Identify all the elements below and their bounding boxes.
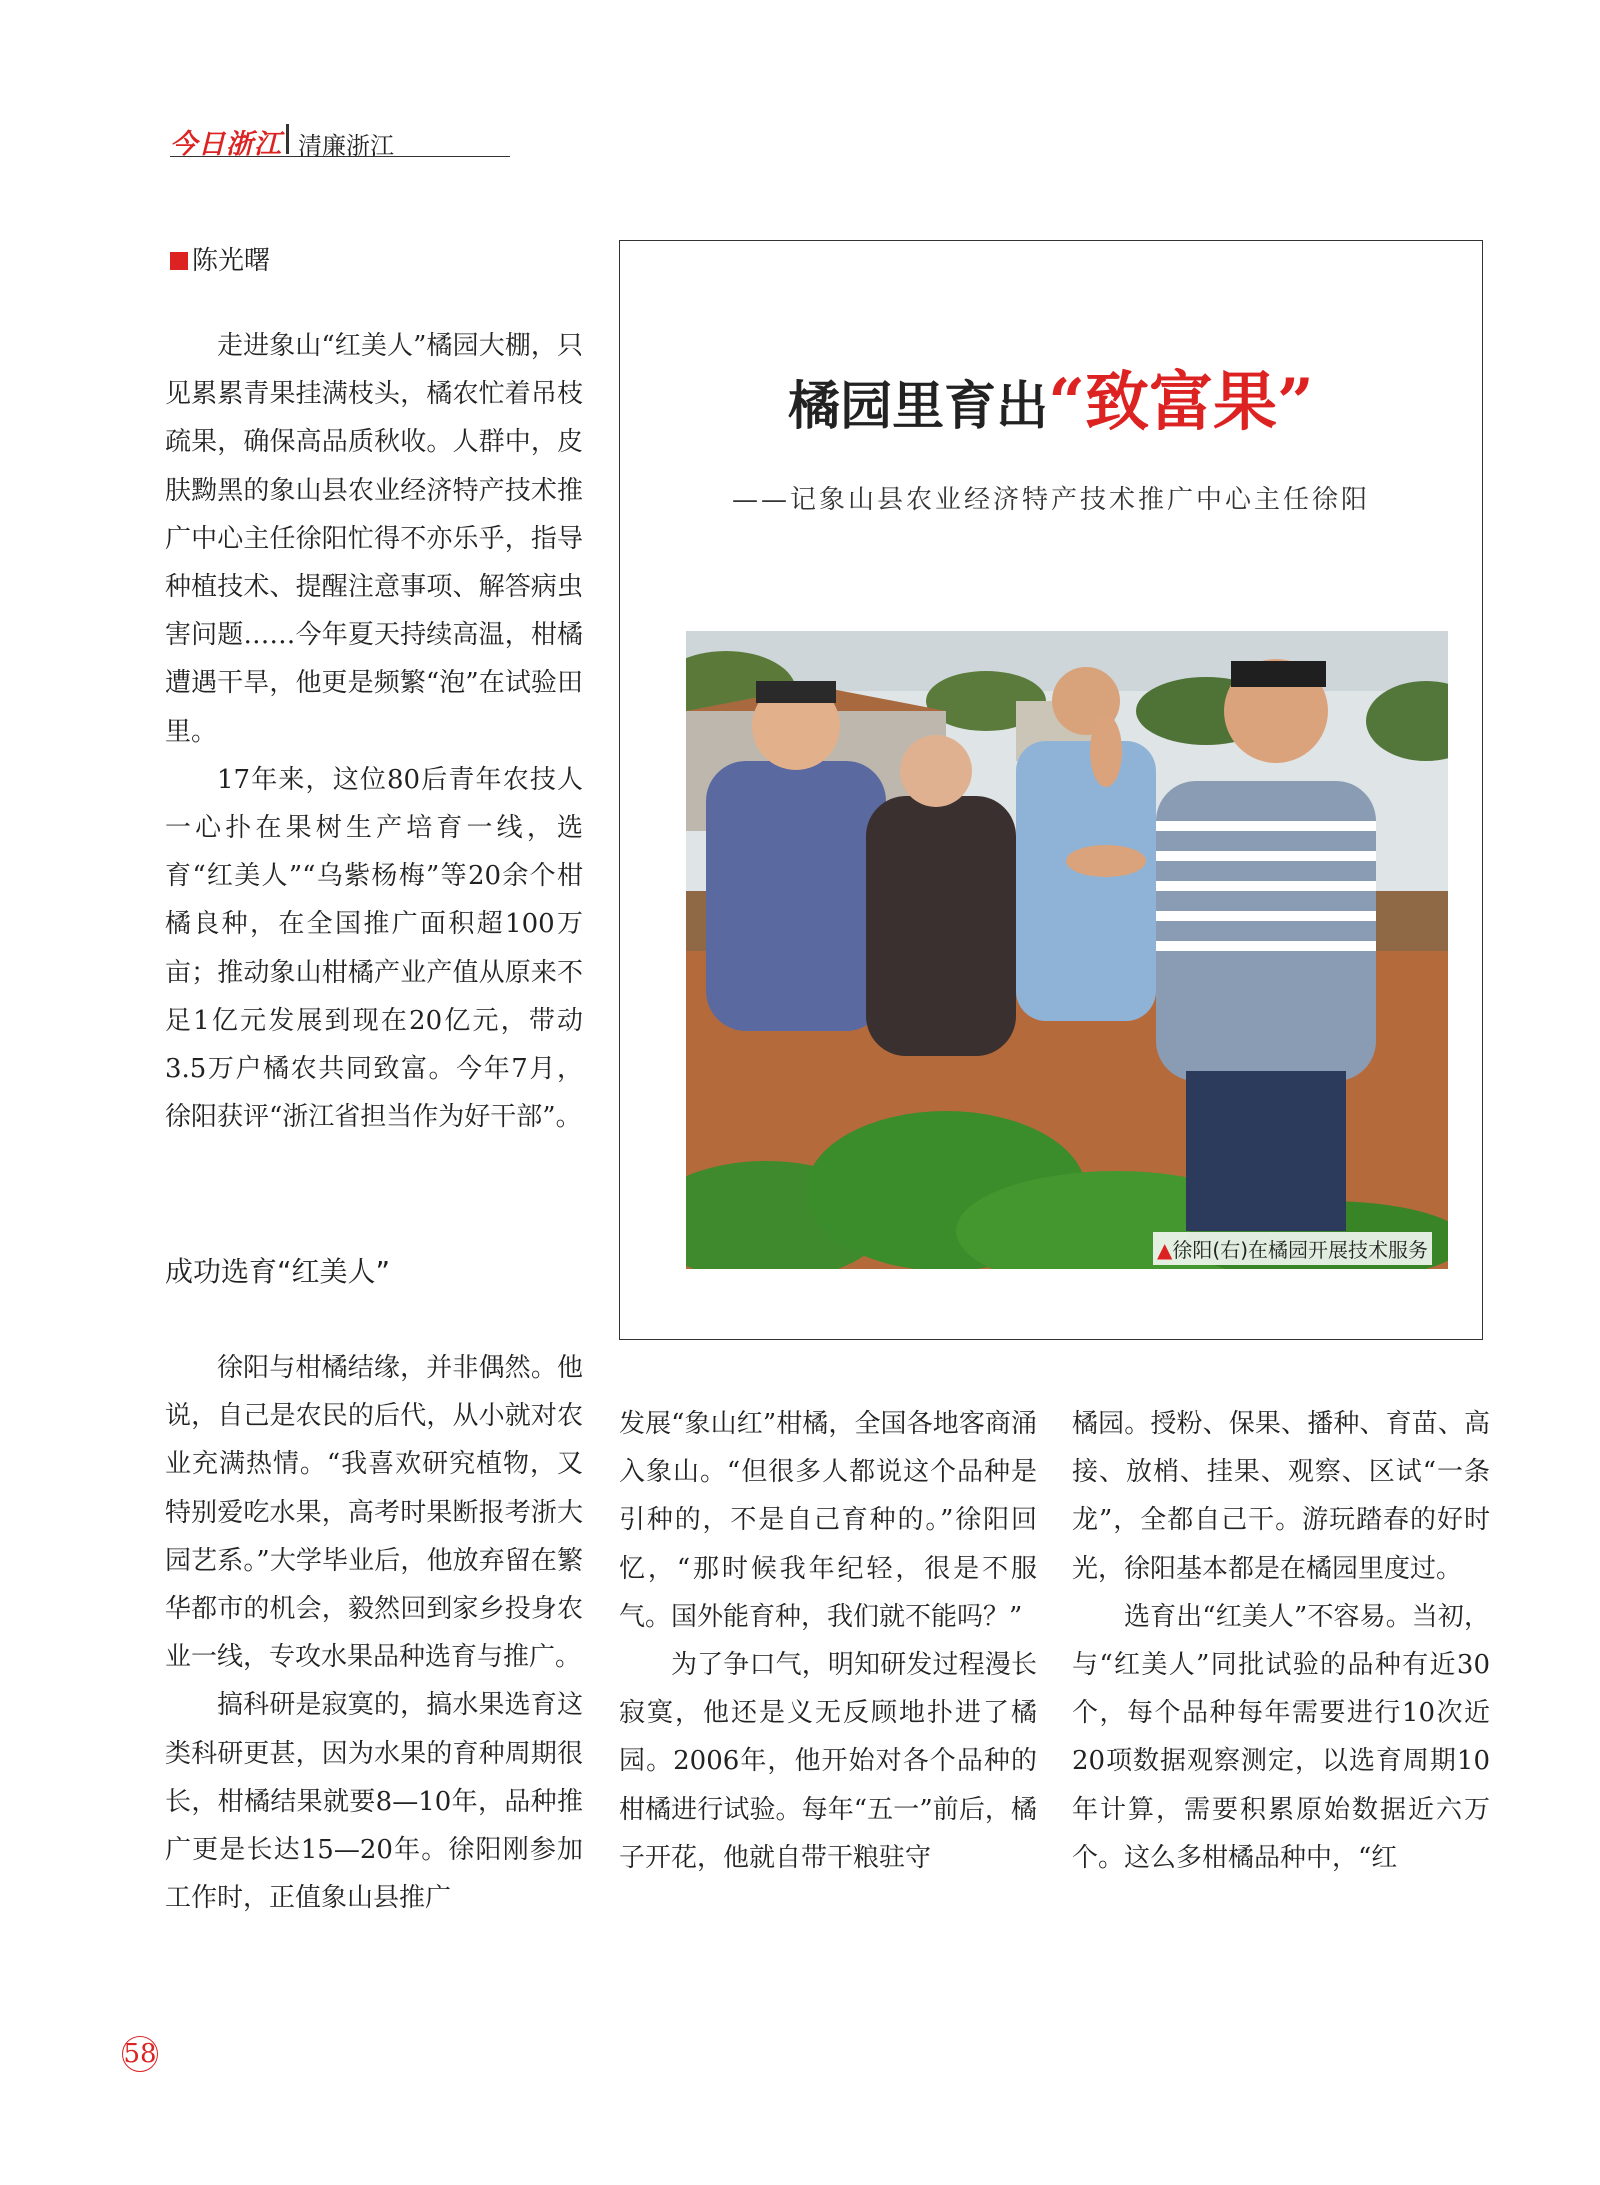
title-highlight: “致富果” [1048,365,1314,440]
page-number: 58 [122,2036,158,2072]
paragraph: 发展“象山红”柑橘，全国各地客商涌入象山。“但很多人都说这个品种是引种的，不是自己育种的。”徐阳回忆，“那时候我年纪轻，很是不服气。国外能育种，我们就不能吗？” [619,1409,1037,1632]
column-2 [619,1400,1037,1882]
title-box [619,240,1483,1340]
header-divider [286,124,289,154]
article-photo [686,631,1448,1269]
orchard-photo-illustration [686,631,1448,1269]
article-title [620,351,1482,443]
section-heading: 成功选育“红美人” [165,1255,391,1288]
photo-caption [1153,1232,1432,1265]
column-1-top [165,322,583,1141]
title-main: 橘园里育出 [788,376,1049,437]
column-3 [1072,1400,1490,1882]
paragraph: 徐阳与柑橘结缘，并非偶然。他说，自己是农民的后代，从小就对农业充满热情。“我喜欢研究植物，又特别爱吃水果，高考时果断报考浙大园艺系。”大学毕业后，他放弃留在繁华都市的机会，毅然回到家乡投身农业一线，专攻水果品种选育与推广。 [165,1353,583,1673]
author-name: 陈光曙 [192,246,271,276]
paragraph: 橘园。授粉、保果、播种、育苗、高接、放梢、挂果、观察、区试“一条龙”，全都自己干。游玩踏春的好时光，徐阳基本都是在橘园里度过。 [1072,1409,1490,1584]
magazine-logo: 今日浙江 [170,129,282,160]
paragraph: 搞科研是寂寞的，搞水果选育这类科研更甚，因为水果的育种周期很长，柑橘结果就要8—10年，品种推广更是长达15—20年。徐阳刚参加工作时，正值象山县推广 [165,1690,583,1914]
paragraph: 选育出“红美人”不容易。当初，与“红美人”同批试验的品种有近30个，每个品种每年需要进行10次近20项数据观察测定，以选育周期10年计算，需要积累原始数据近六万个。这么多柑橘品种中，“红 [1072,1601,1490,1873]
paragraph: 为了争口气，明知研发过程漫长寂寞，他还是义无反顾地扑进了橘园。2006年，他开始对各个品种的柑橘进行试验。每年“五一”前后，橘子开花，他就自带干粮驻守 [619,1650,1037,1873]
red-square-icon [170,252,188,270]
paragraph: 走进象山“红美人”橘园大棚，只见累累青果挂满枝头，橘农忙着吊枝疏果，确保高品质秋收。人群中，皮肤黝黑的象山县农业经济特产技术推广中心主任徐阳忙得不亦乐乎，指导种植技术、提醒注意事项、解答病虫害问题……今年夏天持续高温，柑橘遭遇干旱，他更是频繁“泡”在试验田里。 [165,331,583,747]
paragraph: 17年来，这位80后青年农技人一心扑在果树生产培育一线，选育“红美人”“乌紫杨梅”等20余个柑橘良种，在全国推广面积超100万亩；推动象山柑橘产业产值从原来不足1亿元发展到现在20亿元，带动3.5万户橘农共同致富。今年7月，徐阳获评“浙江省担当作为好干部”。 [165,764,583,1133]
column-1-bottom [165,1344,583,1922]
article-subtitle: ——记象山县农业经济特产技术推广中心主任徐阳 [731,485,1370,515]
author-byline [170,240,270,277]
section-name: 清廉浙江 [298,132,394,160]
red-triangle-icon: ▲ [1157,1238,1173,1262]
page-header [170,122,510,160]
caption-text: 徐阳(右)在橘园开展技术服务 [1172,1238,1428,1262]
